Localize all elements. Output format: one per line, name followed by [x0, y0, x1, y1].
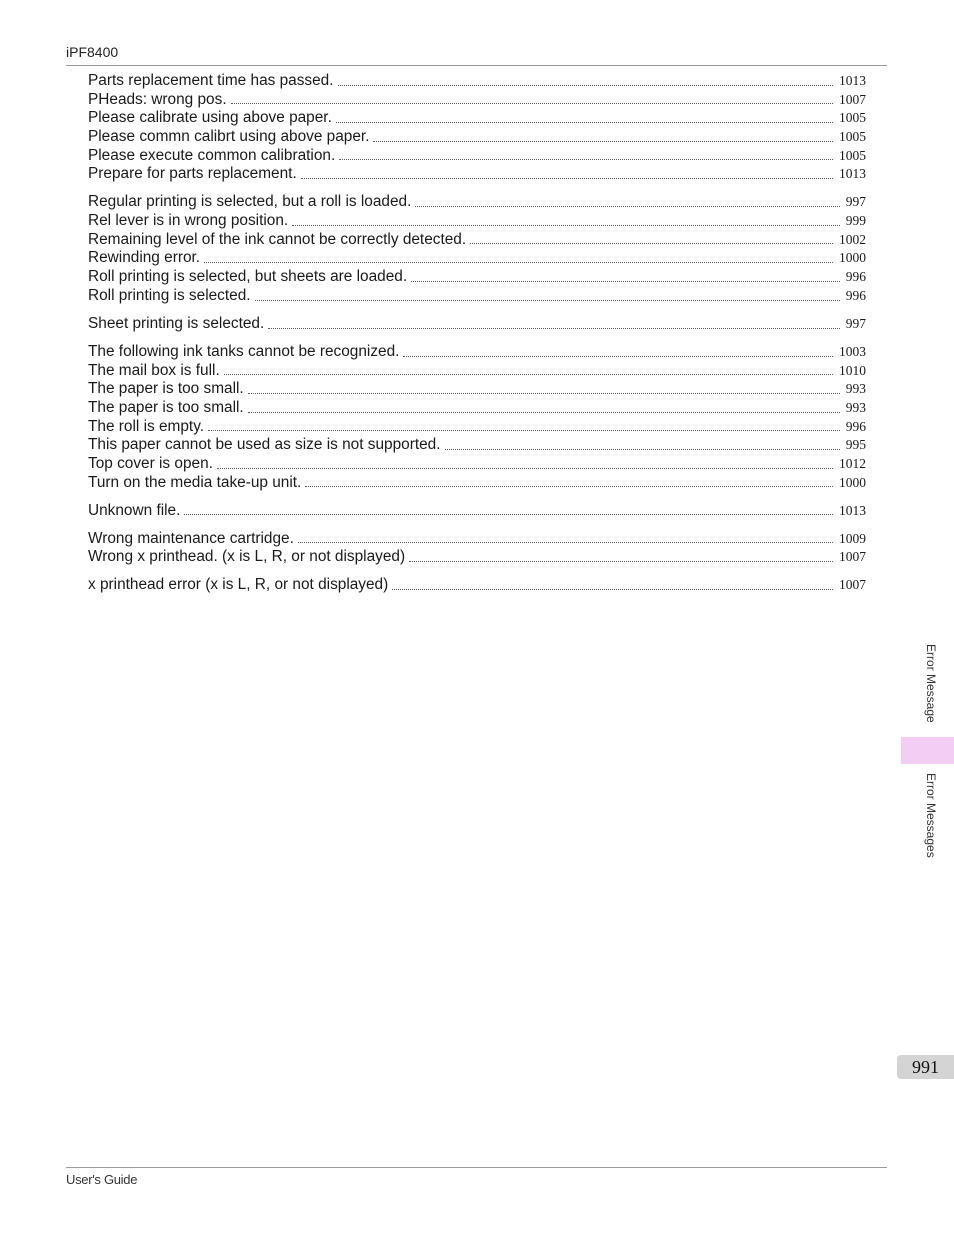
- index-entry-page[interactable]: 995: [845, 437, 866, 453]
- index-entry-text: PHeads: wrong pos.: [88, 90, 227, 108]
- index-entry-page[interactable]: 1013: [839, 166, 866, 182]
- index-group: [88, 530, 866, 567]
- dot-leader: [392, 589, 833, 590]
- dot-leader: [248, 393, 840, 394]
- index-entry-text: Rel lever is in wrong position.: [88, 212, 289, 230]
- index-entry-page[interactable]: 1007: [839, 91, 866, 107]
- index-entry[interactable]: [88, 474, 866, 493]
- index-entry-text: Prepare for parts replacement.: [88, 165, 297, 183]
- error-message-index: [88, 72, 866, 595]
- page-number: 991: [897, 1055, 954, 1079]
- index-entry-page[interactable]: 1005: [839, 110, 866, 126]
- dot-leader: [339, 159, 833, 160]
- index-entry[interactable]: [88, 315, 866, 334]
- index-entry-page[interactable]: 993: [845, 399, 866, 415]
- index-entry-page[interactable]: 1005: [839, 129, 866, 145]
- index-group: [88, 343, 866, 493]
- index-entry-page[interactable]: 1007: [839, 577, 866, 593]
- index-entry[interactable]: [88, 455, 866, 474]
- dot-leader: [403, 356, 833, 357]
- dot-leader: [301, 178, 833, 179]
- dot-leader: [470, 243, 833, 244]
- index-entry[interactable]: [88, 193, 866, 212]
- index-entry[interactable]: [88, 502, 866, 521]
- index-entry-text: Roll printing is selected, but sheets are loaded.: [88, 268, 408, 286]
- dot-leader: [184, 514, 833, 515]
- side-chapter-label: Error Message: [924, 644, 938, 723]
- dot-leader: [305, 486, 833, 487]
- dot-leader: [231, 103, 833, 104]
- index-entry[interactable]: [88, 343, 866, 362]
- index-entry-page[interactable]: 1005: [839, 147, 866, 163]
- index-entry-page[interactable]: 1000: [839, 250, 866, 266]
- index-entry-page[interactable]: 1013: [839, 502, 866, 518]
- dot-leader: [268, 328, 840, 329]
- dot-leader: [255, 300, 840, 301]
- dot-leader: [445, 449, 840, 450]
- index-entry[interactable]: [88, 91, 866, 110]
- index-entry-page[interactable]: 1013: [839, 72, 866, 88]
- index-entry-page[interactable]: 999: [845, 213, 866, 229]
- index-entry-text: This paper cannot be used as size is not supported.: [88, 436, 441, 454]
- index-entry[interactable]: [88, 72, 866, 91]
- index-entry-page[interactable]: 996: [845, 418, 866, 434]
- dot-leader: [204, 262, 833, 263]
- index-entry-page[interactable]: 993: [845, 381, 866, 397]
- index-entry-text: Wrong maintenance cartridge.: [88, 529, 294, 547]
- index-group: [88, 72, 866, 184]
- index-group: [88, 576, 866, 595]
- dot-leader: [298, 542, 833, 543]
- footer-divider: [66, 1167, 887, 1168]
- dot-leader: [373, 141, 833, 142]
- dot-leader: [336, 122, 833, 123]
- index-entry-page[interactable]: 996: [845, 287, 866, 303]
- footer-guide-label: User's Guide: [66, 1172, 138, 1187]
- index-entry-text: Turn on the media take-up unit.: [88, 473, 302, 491]
- index-entry-page[interactable]: 1003: [839, 343, 866, 359]
- index-entry[interactable]: [88, 380, 866, 399]
- dot-leader: [208, 430, 840, 431]
- index-entry[interactable]: [88, 268, 866, 287]
- index-entry-text: The paper is too small.: [88, 380, 244, 398]
- index-entry[interactable]: [88, 548, 866, 567]
- index-entry-text: Rewinding error.: [88, 249, 201, 267]
- index-entry-text: Please execute common calibration.: [88, 146, 336, 164]
- dot-leader: [411, 281, 840, 282]
- dot-leader: [248, 412, 840, 413]
- index-entry[interactable]: [88, 362, 866, 381]
- index-group: [88, 502, 866, 521]
- index-entry[interactable]: [88, 399, 866, 418]
- index-entry[interactable]: [88, 212, 866, 231]
- index-entry-text: Wrong x printhead. (x is L, R, or not displayed): [88, 548, 406, 566]
- index-entry-page[interactable]: 1009: [839, 530, 866, 546]
- header-divider: [66, 65, 887, 66]
- index-entry-page[interactable]: 1007: [839, 549, 866, 565]
- index-entry-text: The roll is empty.: [88, 417, 205, 435]
- index-entry[interactable]: [88, 530, 866, 549]
- index-entry-text: x printhead error (x is L, R, or not displayed): [88, 576, 389, 594]
- index-entry-text: Roll printing is selected.: [88, 286, 251, 304]
- dot-leader: [217, 468, 833, 469]
- index-entry[interactable]: [88, 249, 866, 268]
- index-entry-page[interactable]: 1010: [839, 362, 866, 378]
- index-entry-text: The following ink tanks cannot be recognized.: [88, 342, 400, 360]
- index-entry-text: Remaining level of the ink cannot be correctly detected.: [88, 230, 467, 248]
- index-entry-page[interactable]: 996: [845, 269, 866, 285]
- dot-leader: [409, 561, 833, 562]
- index-entry-text: Unknown file.: [88, 501, 181, 519]
- index-entry-text: The mail box is full.: [88, 361, 220, 379]
- index-entry[interactable]: [88, 287, 866, 306]
- index-entry-page[interactable]: 1000: [839, 474, 866, 490]
- index-entry-text: Sheet printing is selected.: [88, 314, 265, 332]
- index-entry-text: Regular printing is selected, but a roll is loaded.: [88, 193, 412, 211]
- index-entry-page[interactable]: 1002: [839, 231, 866, 247]
- document-model-title: iPF8400: [66, 44, 119, 60]
- index-group: [88, 315, 866, 334]
- index-entry-text: Please calibrate using above paper.: [88, 109, 332, 127]
- index-entry-page[interactable]: 1012: [839, 455, 866, 471]
- chapter-color-tab: [901, 737, 954, 764]
- dot-leader: [224, 374, 833, 375]
- index-entry-text: Please commn calibrt using above paper.: [88, 128, 370, 146]
- index-entry-page[interactable]: 997: [845, 194, 866, 210]
- index-entry-page[interactable]: 997: [845, 315, 866, 331]
- side-section-label: Error Messages: [924, 773, 938, 858]
- index-entry[interactable]: [88, 418, 866, 437]
- dot-leader: [292, 225, 840, 226]
- index-entry[interactable]: [88, 436, 866, 455]
- index-entry-text: The paper is too small.: [88, 398, 244, 416]
- index-entry[interactable]: [88, 165, 866, 184]
- index-entry[interactable]: [88, 576, 866, 595]
- index-entry[interactable]: [88, 231, 866, 250]
- index-group: [88, 193, 866, 305]
- index-entry[interactable]: [88, 147, 866, 166]
- dot-leader: [415, 206, 839, 207]
- index-entry[interactable]: [88, 128, 866, 147]
- dot-leader: [338, 85, 833, 86]
- index-entry[interactable]: [88, 109, 866, 128]
- index-entry-text: Parts replacement time has passed.: [88, 71, 334, 89]
- index-entry-text: Top cover is open.: [88, 454, 213, 472]
